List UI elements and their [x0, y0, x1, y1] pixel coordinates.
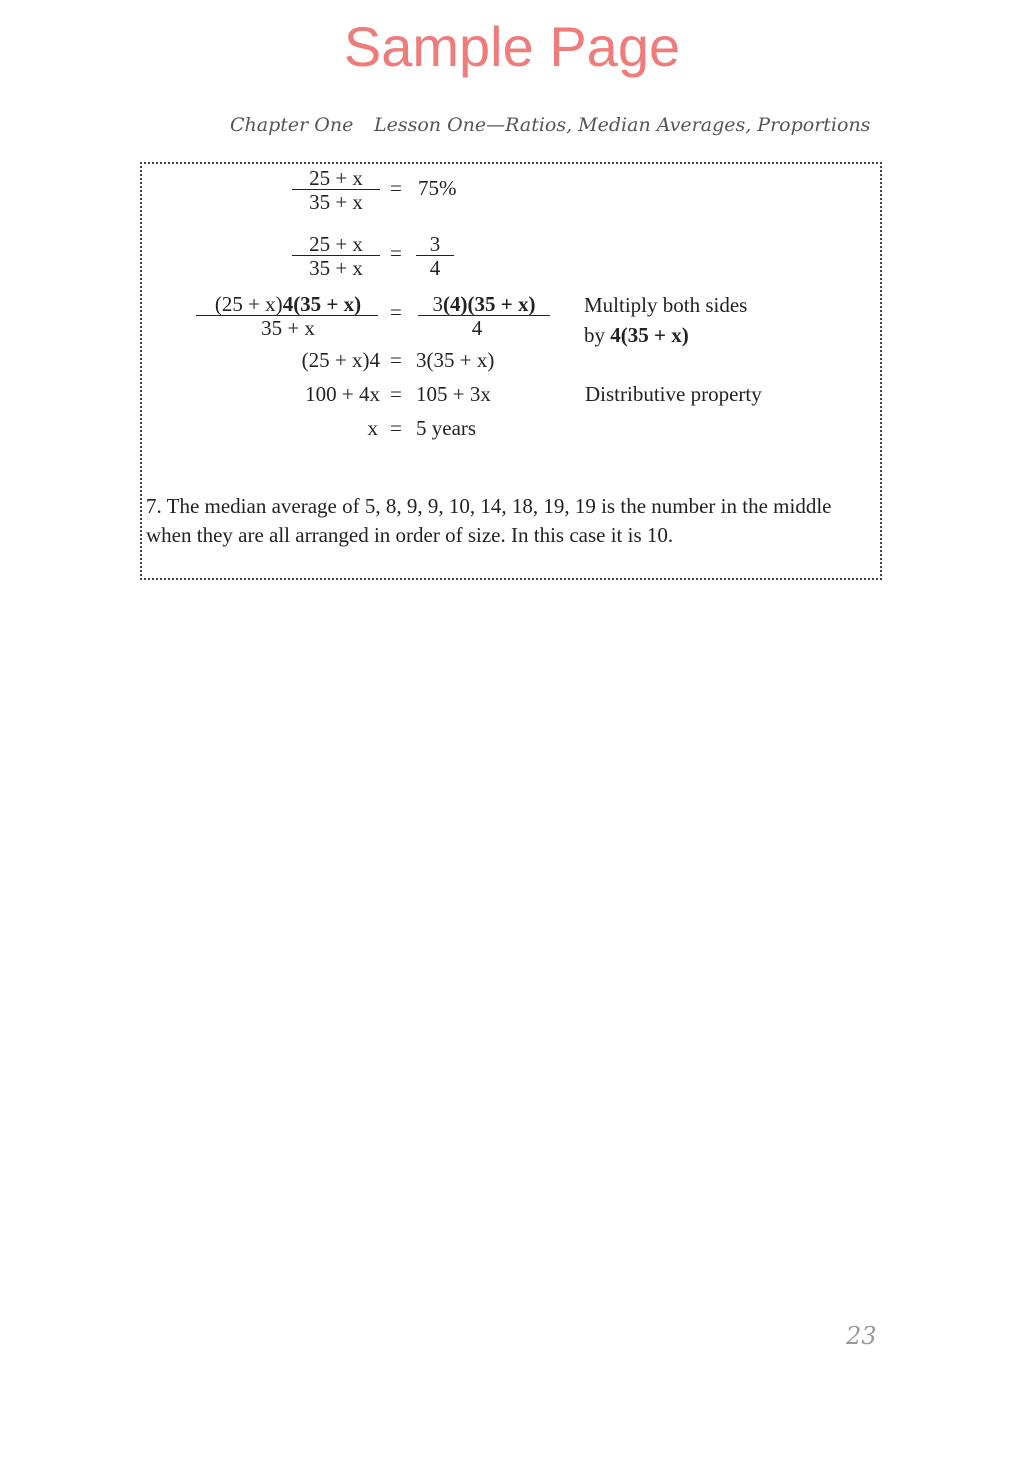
eq1-equals: = [390, 176, 402, 200]
eq3-rhs-denominator: 4 [471, 316, 483, 340]
eq6-equals: = [390, 416, 402, 440]
eq1-rhs: 75% [418, 176, 457, 200]
eq2-numerator: 25 + x [309, 232, 363, 256]
eq5-note: Distributive property [585, 382, 762, 406]
eq2-equals: = [390, 241, 402, 265]
eq5-lhs: 100 + 4x [305, 382, 380, 406]
eq2-rhs-numerator: 3 [429, 232, 441, 256]
sample-page-watermark: Sample Page [343, 15, 681, 78]
eq3-note-line-2 [584, 325, 689, 346]
eq1-numerator: 25 + x [309, 166, 363, 190]
header-chapter: Chapter One [230, 114, 354, 136]
eq3-lhs-numerator [196, 294, 380, 315]
page-number: 23 [846, 1322, 877, 1350]
eq3-lhs-denominator: 35 + x [261, 316, 315, 340]
eq3-rhs-numerator [418, 294, 550, 315]
eq4-equals: = [390, 348, 402, 372]
header-lesson: Lesson One—Ratios, Median Averages, Proportions [374, 114, 871, 136]
eq2-denominator: 35 + x [309, 256, 363, 280]
eq5-equals: = [390, 382, 402, 406]
eq3-equals: = [390, 300, 402, 324]
median-paragraph: 7. The median average of 5, 8, 9, 9, 10, 14, 18, 19, 19 is the number in the middle when they are all arranged in order of size. In this case it is 10. [146, 494, 832, 547]
eq6-rhs: 5 years [416, 416, 477, 440]
eq1-denominator: 35 + x [309, 190, 363, 214]
eq3-lhs-numerator-part-b: 4(35 + x) [282, 292, 362, 316]
eq3-rhs-numerator-part-a: 3 [432, 292, 444, 316]
eq3-note-line-2-part-b: 4(35 + x) [610, 323, 689, 347]
eq3-lhs-numerator-part-a: (25 + x) [214, 292, 283, 316]
eq6-lhs: x [367, 416, 378, 440]
eq4-lhs: (25 + x)4 [301, 348, 380, 372]
eq2-rhs-denominator: 4 [429, 256, 441, 280]
eq3-rhs-numerator-part-b: (4)(35 + x) [443, 292, 536, 316]
eq3-rhs-fraction-bar [418, 315, 550, 316]
eq4-rhs: 3(35 + x) [416, 348, 495, 372]
eq5-rhs: 105 + 3x [416, 382, 491, 406]
eq3-note-line-1: Multiply both sides [584, 293, 748, 317]
eq3-note-line-2-part-a: by [584, 323, 611, 347]
